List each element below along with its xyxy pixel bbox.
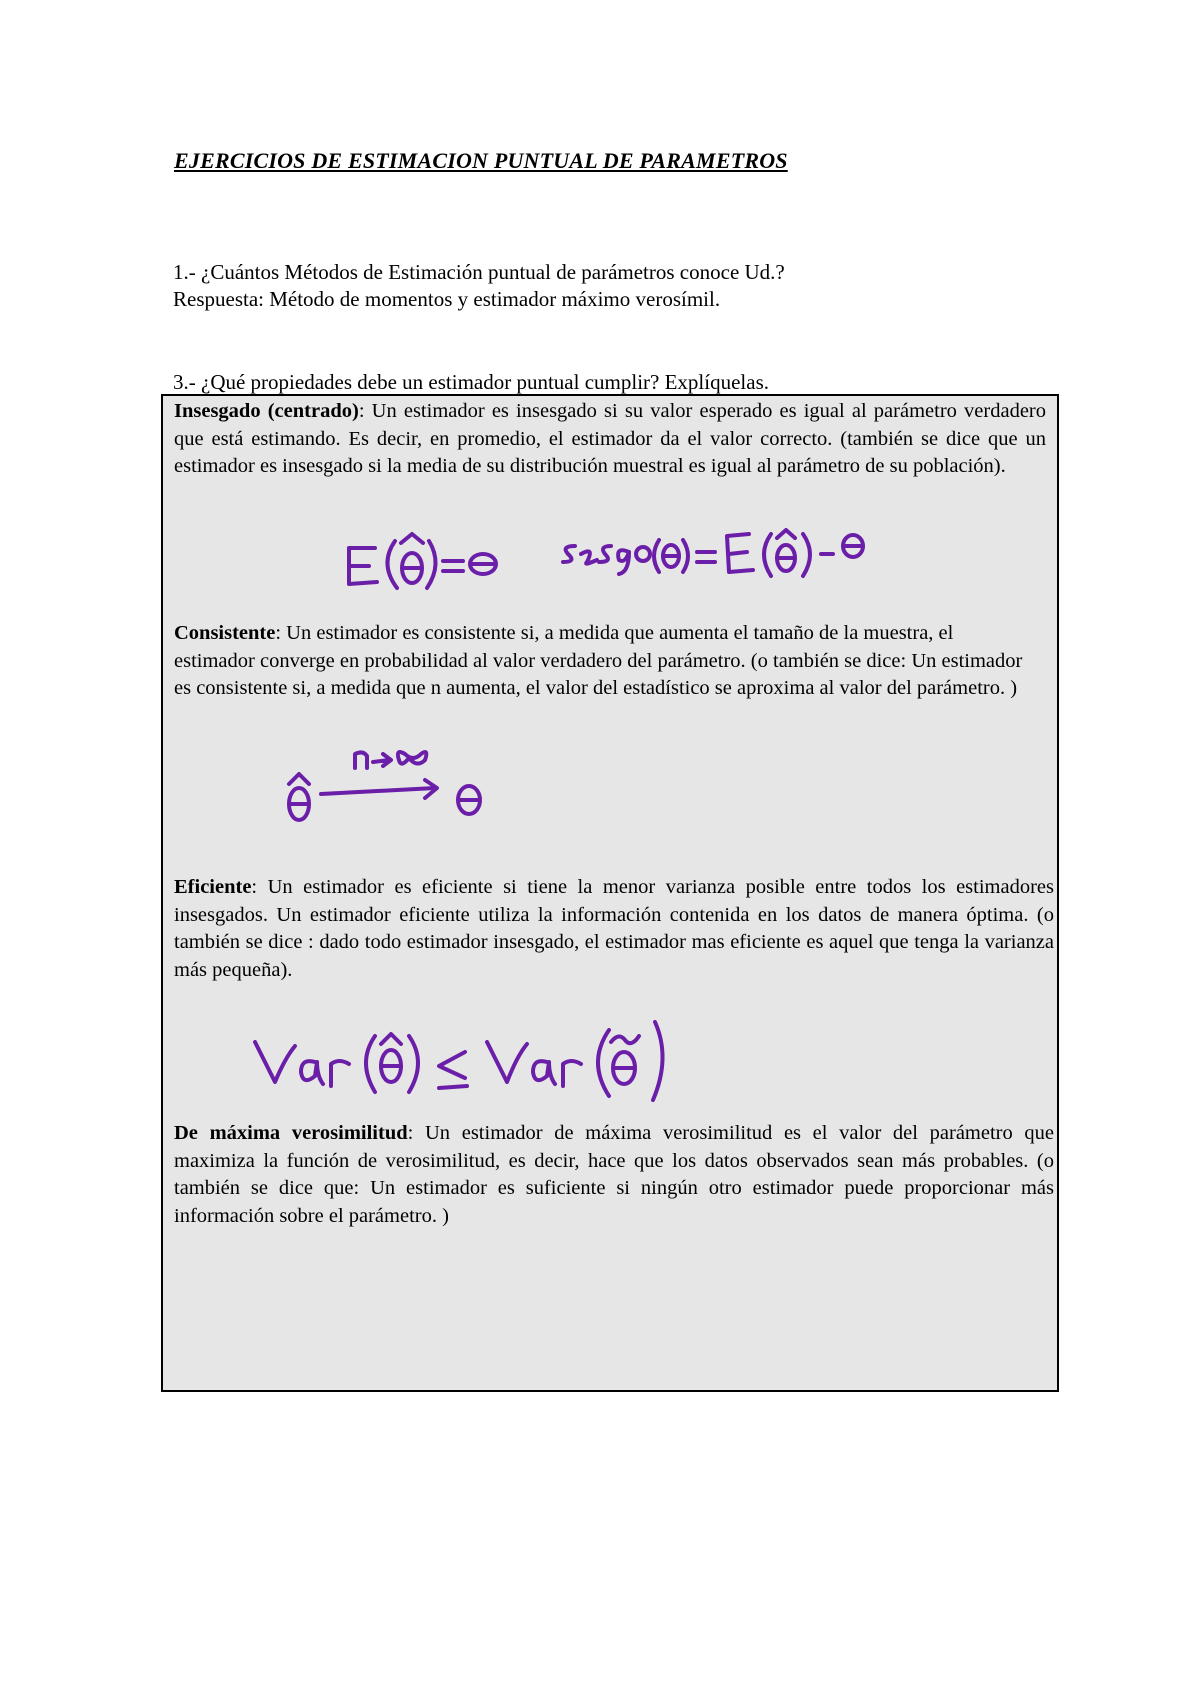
question-3-text: 3.- ¿Qué propiedades debe un estimador puntual cumplir? Explíquelas. (173, 370, 769, 394)
property-insesgado-body: : Un estimador es insesgado si su valor esperado es igual al parámetro verdadero que está estimando. Es decir, en promedio, el estimador da el valor correcto. (también se dice que un estimador es insesgado si la media de su distribución muestral es igual al parámetro de su población). (174, 400, 1046, 477)
handwritten-variance-inequality (255, 1022, 663, 1100)
property-maxima-verosimilitud (174, 1120, 1054, 1230)
property-consistente-term: Consistente (174, 622, 276, 644)
question-1-text: 1.- ¿Cuántos Métodos de Estimación puntual de parámetros conoce Ud.? (173, 260, 785, 284)
handwritten-efficiency-formula (163, 396, 1061, 1394)
property-insesgado-term: Insesgado (centrado) (174, 400, 359, 422)
property-eficiente-term: Eficiente (174, 876, 252, 898)
question-1-answer: Respuesta: Método de momentos y estimador máximo verosímil. (173, 287, 721, 311)
question-1 (173, 259, 785, 313)
property-eficiente-body: : Un estimador es eficiente si tiene la menor varianza posible entre todos los estimadores insesgados. Un estimador eficiente utiliza la información contenida en los datos de manera óptima. (o también se dice : dado todo estimador insesgado, el estimador mas eficiente es aquel que tenga la varianza más pequeña). (174, 876, 1054, 981)
property-maxima-body: : Un estimador de máxima verosimilitud es el valor del parámetro que maximiza la función de verosimilitud, es decir, hace que los datos observados sean más probables. (o también se dice que: Un estimador es suficiente si ningún otro estimador puede proporcionar más información sobre el parámetro. ) (174, 1122, 1055, 1227)
property-maxima-term: De máxima verosimilitud (174, 1122, 408, 1144)
document-title: EJERCICIOS DE ESTIMACION PUNTUAL DE PARAMETROS (174, 148, 788, 173)
property-consistente-body: : Un estimador es consistente si, a medida que aumenta el tamaño de la muestra, el estimador converge en probabilidad al valor verdadero del parámetro. (o también se dice: Un estimador es consistente si, a medida que n aumenta, el valor del estadístico se aproxima al valor del parámetro. ) (174, 622, 1023, 699)
answer-box (161, 394, 1059, 1392)
